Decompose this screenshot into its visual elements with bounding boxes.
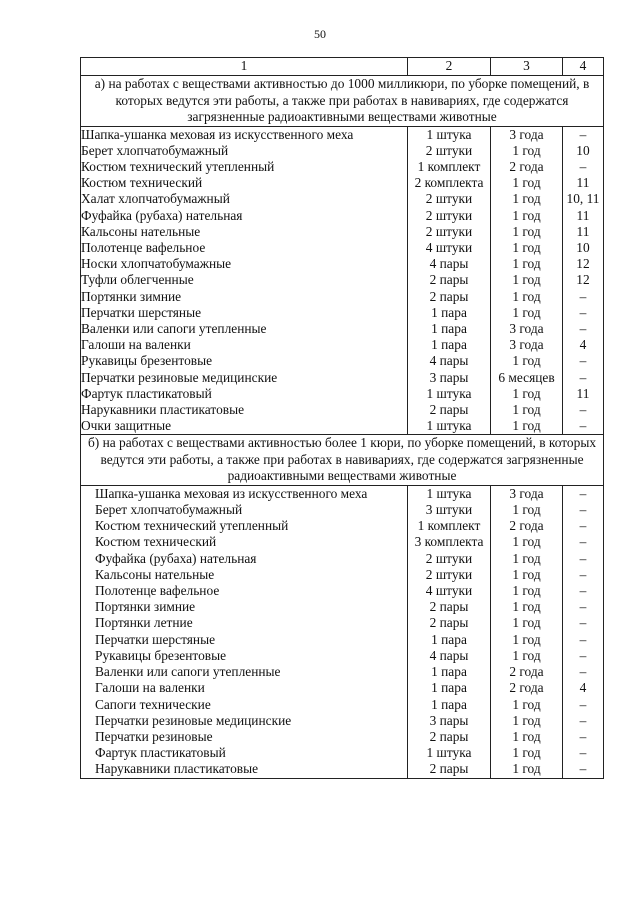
item-name: Костюм технический	[81, 534, 408, 550]
item-period: 2 года	[491, 664, 563, 680]
item-note: 10, 11	[563, 191, 604, 207]
item-period: 1 год	[491, 745, 563, 761]
item-quantity: 3 пары	[408, 370, 491, 386]
item-name: Перчатки шерстяные	[81, 632, 408, 648]
table-row	[81, 256, 604, 272]
item-note: –	[563, 648, 604, 664]
item-quantity: 1 комплект	[408, 159, 491, 175]
item-period: 1 год	[491, 353, 563, 369]
item-quantity: 2 пары	[408, 761, 491, 778]
item-note: –	[563, 567, 604, 583]
item-note: –	[563, 697, 604, 713]
item-period: 1 год	[491, 386, 563, 402]
column-header-4: 4	[563, 58, 604, 76]
table-row	[81, 159, 604, 175]
section-a-title-row	[81, 76, 604, 127]
item-note: 11	[563, 175, 604, 191]
item-note: 4	[563, 337, 604, 353]
protective-clothing-table	[80, 57, 604, 779]
table-row	[81, 713, 604, 729]
table-row	[81, 175, 604, 191]
item-quantity: 1 комплект	[408, 518, 491, 534]
item-period: 1 год	[491, 632, 563, 648]
column-header-3: 3	[491, 58, 563, 76]
item-name: Костюм технический утепленный	[81, 159, 408, 175]
item-period: 1 год	[491, 256, 563, 272]
table-row	[81, 143, 604, 159]
item-note: 11	[563, 208, 604, 224]
item-quantity: 3 пары	[408, 713, 491, 729]
item-quantity: 4 штуки	[408, 240, 491, 256]
item-quantity: 4 пары	[408, 648, 491, 664]
item-quantity: 4 штуки	[408, 583, 491, 599]
item-period: 1 год	[491, 502, 563, 518]
item-quantity: 2 штуки	[408, 551, 491, 567]
section-title: а) на работах с веществами активностью до 1000 милликюри, по уборке помещений, в которых ведутся эти работы, а также при работах в навивариях, где содержатся загрязненные радиоактивными веществами животные	[81, 76, 604, 127]
item-period: 1 год	[491, 175, 563, 191]
item-name: Костюм технический утепленный	[81, 518, 408, 534]
item-period: 1 год	[491, 713, 563, 729]
item-quantity: 4 пары	[408, 353, 491, 369]
item-quantity: 4 пары	[408, 256, 491, 272]
item-period: 1 год	[491, 272, 563, 288]
item-quantity: 2 штуки	[408, 191, 491, 207]
item-quantity: 1 пара	[408, 664, 491, 680]
item-name: Рукавицы брезентовые	[81, 353, 408, 369]
item-name: Костюм технический	[81, 175, 408, 191]
item-note: 11	[563, 386, 604, 402]
table-row	[81, 386, 604, 402]
table-row	[81, 208, 604, 224]
item-period: 1 год	[491, 648, 563, 664]
section-title: б) на работах с веществами активностью более 1 кюри, по уборке помещений, в которых ведутся эти работы, а также при работах в навивариях, где содержатся загрязненные радиоактивными веществами животные	[81, 435, 604, 486]
table-row	[81, 337, 604, 353]
table-row	[81, 418, 604, 435]
item-name: Фуфайка (рубаха) нательная	[81, 208, 408, 224]
item-quantity: 2 комплекта	[408, 175, 491, 191]
table-row	[81, 729, 604, 745]
item-period: 1 год	[491, 305, 563, 321]
item-note: –	[563, 502, 604, 518]
table-row	[81, 648, 604, 664]
table-row	[81, 502, 604, 518]
table-row	[81, 697, 604, 713]
item-period: 1 год	[491, 240, 563, 256]
item-quantity: 1 пара	[408, 305, 491, 321]
item-name: Фартук пластикатовый	[81, 745, 408, 761]
item-period: 1 год	[491, 534, 563, 550]
item-note: –	[563, 664, 604, 680]
item-note: 10	[563, 143, 604, 159]
item-period: 3 года	[491, 321, 563, 337]
item-quantity: 1 штука	[408, 745, 491, 761]
table-row	[81, 551, 604, 567]
item-period: 1 год	[491, 583, 563, 599]
item-quantity: 2 штуки	[408, 224, 491, 240]
table-row	[81, 664, 604, 680]
item-period: 1 год	[491, 761, 563, 778]
item-name: Портянки зимние	[81, 289, 408, 305]
table-row	[81, 485, 604, 502]
item-note: –	[563, 713, 604, 729]
item-period: 1 год	[491, 599, 563, 615]
item-note: –	[563, 289, 604, 305]
item-period: 3 года	[491, 337, 563, 353]
item-period: 1 год	[491, 729, 563, 745]
item-name: Нарукавники пластикатовые	[81, 761, 408, 778]
item-name: Носки хлопчатобумажные	[81, 256, 408, 272]
item-name: Берет хлопчатобумажный	[81, 143, 408, 159]
item-note: –	[563, 321, 604, 337]
item-quantity: 1 пара	[408, 321, 491, 337]
item-quantity: 2 пары	[408, 729, 491, 745]
item-note: 12	[563, 272, 604, 288]
item-quantity: 1 пара	[408, 680, 491, 696]
item-name: Перчатки шерстяные	[81, 305, 408, 321]
table-row	[81, 272, 604, 288]
item-period: 2 года	[491, 159, 563, 175]
item-period: 1 год	[491, 224, 563, 240]
item-name: Берет хлопчатобумажный	[81, 502, 408, 518]
item-quantity: 2 штуки	[408, 208, 491, 224]
item-period: 6 месяцев	[491, 370, 563, 386]
table-row	[81, 534, 604, 550]
table-row	[81, 567, 604, 583]
table-row	[81, 289, 604, 305]
item-name: Валенки или сапоги утепленные	[81, 321, 408, 337]
table-row	[81, 615, 604, 631]
item-name: Галоши на валенки	[81, 337, 408, 353]
item-name: Халат хлопчатобумажный	[81, 191, 408, 207]
item-name: Очки защитные	[81, 418, 408, 435]
item-period: 1 год	[491, 191, 563, 207]
table-row	[81, 761, 604, 778]
item-quantity: 2 пары	[408, 615, 491, 631]
item-period: 2 года	[491, 518, 563, 534]
item-quantity: 3 комплекта	[408, 534, 491, 550]
item-name: Кальсоны нательные	[81, 224, 408, 240]
item-name: Туфли облегченные	[81, 272, 408, 288]
item-note: –	[563, 485, 604, 502]
item-note: –	[563, 745, 604, 761]
table-row	[81, 632, 604, 648]
item-note: –	[563, 632, 604, 648]
table-row	[81, 191, 604, 207]
section-b-title-row	[81, 435, 604, 486]
item-quantity: 2 пары	[408, 599, 491, 615]
item-note: –	[563, 353, 604, 369]
table-row	[81, 305, 604, 321]
item-note: 12	[563, 256, 604, 272]
item-name: Портянки летние	[81, 615, 408, 631]
item-period: 1 год	[491, 697, 563, 713]
column-header-2: 2	[408, 58, 491, 76]
item-note: –	[563, 305, 604, 321]
item-note: –	[563, 534, 604, 550]
item-quantity: 2 штуки	[408, 567, 491, 583]
table-row	[81, 321, 604, 337]
item-period: 3 года	[491, 126, 563, 143]
item-name: Шапка-ушанка меховая из искусственного меха	[81, 126, 408, 143]
item-name: Галоши на валенки	[81, 680, 408, 696]
table-row	[81, 583, 604, 599]
item-period: 1 год	[491, 615, 563, 631]
item-name: Перчатки резиновые медицинские	[81, 713, 408, 729]
item-name: Рукавицы брезентовые	[81, 648, 408, 664]
item-quantity: 1 штука	[408, 418, 491, 435]
item-name: Портянки зимние	[81, 599, 408, 615]
item-name: Фуфайка (рубаха) нательная	[81, 551, 408, 567]
item-quantity: 1 штука	[408, 386, 491, 402]
item-name: Полотенце вафельное	[81, 583, 408, 599]
item-period: 2 года	[491, 680, 563, 696]
table-row	[81, 518, 604, 534]
column-header-row	[81, 58, 604, 76]
table-row	[81, 224, 604, 240]
table-row	[81, 370, 604, 386]
item-note: 11	[563, 224, 604, 240]
item-note: 4	[563, 680, 604, 696]
item-note: –	[563, 418, 604, 435]
item-note: –	[563, 402, 604, 418]
item-quantity: 2 пары	[408, 402, 491, 418]
item-note: –	[563, 615, 604, 631]
table-row	[81, 126, 604, 143]
item-note: –	[563, 551, 604, 567]
item-period: 1 год	[491, 208, 563, 224]
item-quantity: 1 пара	[408, 337, 491, 353]
item-note: –	[563, 518, 604, 534]
item-note: –	[563, 599, 604, 615]
item-name: Перчатки резиновые медицинские	[81, 370, 408, 386]
item-period: 1 год	[491, 551, 563, 567]
item-quantity: 1 штука	[408, 485, 491, 502]
table-row	[81, 599, 604, 615]
item-quantity: 1 пара	[408, 632, 491, 648]
item-name: Нарукавники пластикатовые	[81, 402, 408, 418]
table-row	[81, 745, 604, 761]
item-note: –	[563, 370, 604, 386]
item-note: –	[563, 583, 604, 599]
table-row	[81, 402, 604, 418]
table-row	[81, 353, 604, 369]
item-name: Фартук пластикатовый	[81, 386, 408, 402]
item-name: Сапоги технические	[81, 697, 408, 713]
item-note: –	[563, 761, 604, 778]
item-name: Полотенце вафельное	[81, 240, 408, 256]
item-period: 3 года	[491, 485, 563, 502]
item-name: Кальсоны нательные	[81, 567, 408, 583]
item-period: 1 год	[491, 418, 563, 435]
item-period: 1 год	[491, 143, 563, 159]
item-note: –	[563, 729, 604, 745]
item-quantity: 1 штука	[408, 126, 491, 143]
item-note: –	[563, 159, 604, 175]
page-number: 50	[314, 27, 326, 41]
column-header-1: 1	[81, 58, 408, 76]
item-period: 1 год	[491, 402, 563, 418]
item-quantity: 3 штуки	[408, 502, 491, 518]
item-quantity: 1 пара	[408, 697, 491, 713]
item-name: Перчатки резиновые	[81, 729, 408, 745]
table-body	[81, 58, 604, 779]
table-row	[81, 240, 604, 256]
table-row	[81, 680, 604, 696]
item-name: Шапка-ушанка меховая из искусственного меха	[81, 485, 408, 502]
item-period: 1 год	[491, 567, 563, 583]
item-period: 1 год	[491, 289, 563, 305]
item-quantity: 2 пары	[408, 289, 491, 305]
item-note: –	[563, 126, 604, 143]
item-note: 10	[563, 240, 604, 256]
item-name: Валенки или сапоги утепленные	[81, 664, 408, 680]
item-quantity: 2 пары	[408, 272, 491, 288]
item-quantity: 2 штуки	[408, 143, 491, 159]
